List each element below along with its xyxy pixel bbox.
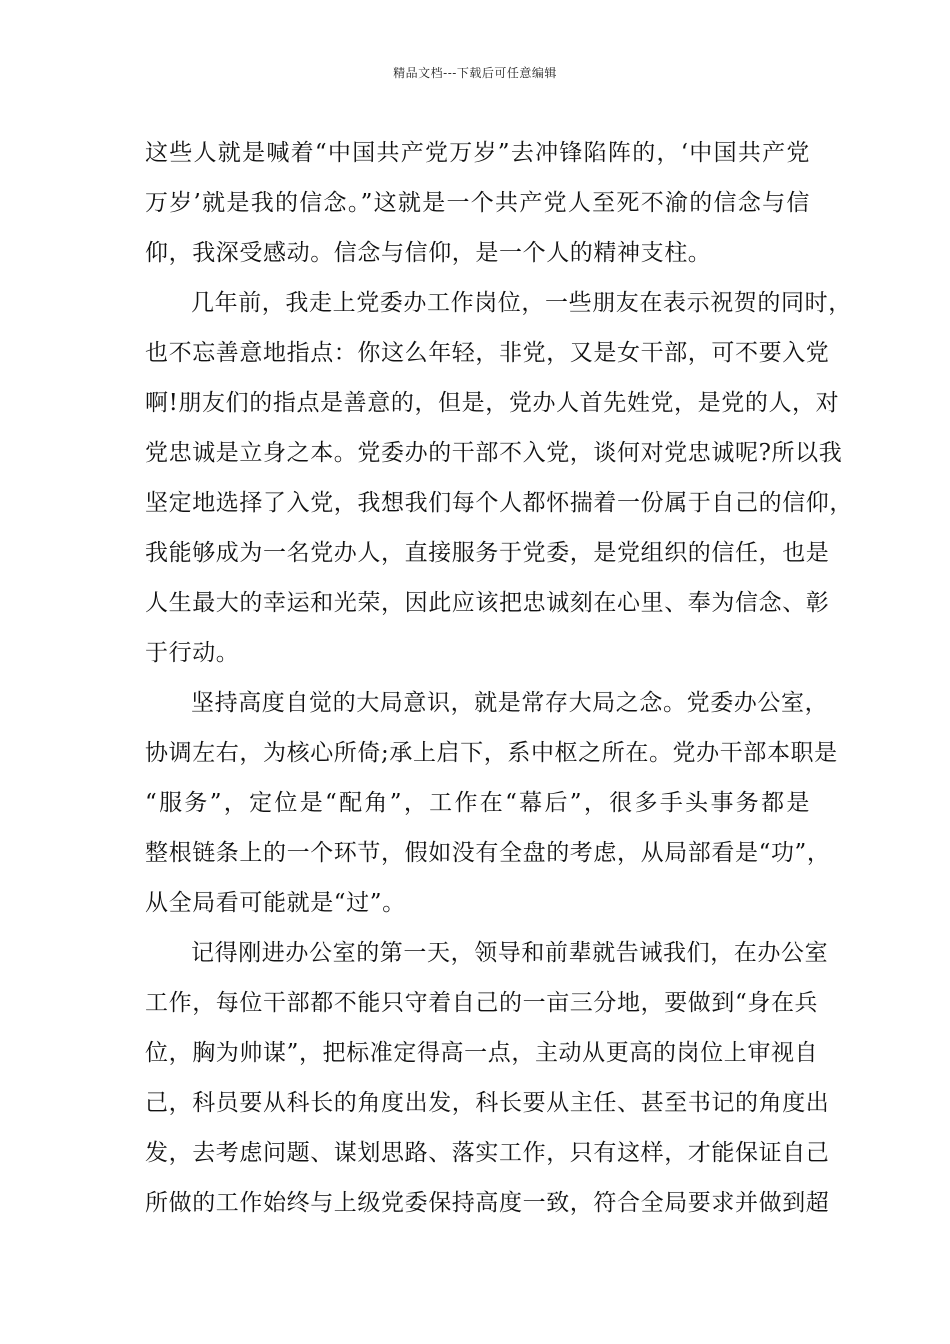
text-line: 几年前，我走上党委办工作岗位，一些朋友在表示祝贺的同时， — [191, 290, 852, 316]
text-line: 人生最大的幸运和光荣，因此应该把忠诚刻在心里、奉为信念、彰 — [145, 590, 830, 616]
text-line: 所做的工作始终与上级党委保持高度一致，符合全局要求并做到超 — [145, 1190, 830, 1216]
text-line: 坚持高度自觉的大局意识，就是常存大局之念。党委办公室， — [191, 690, 829, 716]
text-line: 仰，我深受感动。信念与信仰，是一个人的精神支柱。 — [145, 240, 712, 266]
text-line: 万岁’就是我的信念。”这就是一个共产党人至死不渝的信念与信 — [145, 190, 810, 216]
text-line: 发，去考虑问题、谋划思路、落实工作，只有这样，才能保证自己 — [145, 1140, 830, 1166]
text-line: 己，科员要从科长的角度出发，科长要从主任、甚至书记的角度出 — [145, 1090, 830, 1116]
text-line: 协调左右，为核心所倚;承上启下，系中枢之所在。党办干部本职是 — [145, 740, 838, 766]
text-line: 坚定地选择了入党，我想我们每个人都怀揣着一份属于自己的信仰， — [145, 490, 853, 516]
text-line: “服务”，定位是“配角”，工作在“幕后”，很多手头事务都是 — [145, 790, 810, 816]
text-line: 我能够成为一名党办人，直接服务于党委，是党组织的信任，也是 — [145, 540, 830, 566]
page-header: 精品文档---下载后可任意编辑 — [393, 66, 557, 80]
text-line: 整根链条上的一个环节，假如没有全盘的考虑，从局部看是“功”， — [145, 840, 831, 866]
text-line: 也不忘善意地指点：你这么年轻，非党，又是女干部，可不要入党 — [145, 340, 830, 366]
text-line: 啊!朋友们的指点是善意的，但是，党办人首先姓党，是党的人，对 — [145, 390, 840, 416]
text-line: 位，胸为帅谋”，把标准定得高一点，主动从更高的岗位上审视自 — [145, 1040, 819, 1066]
text-line: 党忠诚是立身之本。党委办的干部不入党，谈何对党忠诚呢?所以我 — [145, 440, 843, 466]
document-body — [145, 128, 853, 1228]
text-line: 从全局看可能就是“过”。 — [145, 890, 406, 916]
text-line: 这些人就是喊着“中国共产党万岁”去冲锋陷阵的，‘中国共产党 — [145, 140, 810, 166]
text-line: 于行动。 — [145, 640, 240, 666]
text-line: 记得刚进办公室的第一天，领导和前辈就告诫我们，在办公室 — [191, 940, 829, 966]
text-line: 工作，每位干部都不能只守着自己的一亩三分地，要做到“身在兵 — [145, 990, 819, 1016]
